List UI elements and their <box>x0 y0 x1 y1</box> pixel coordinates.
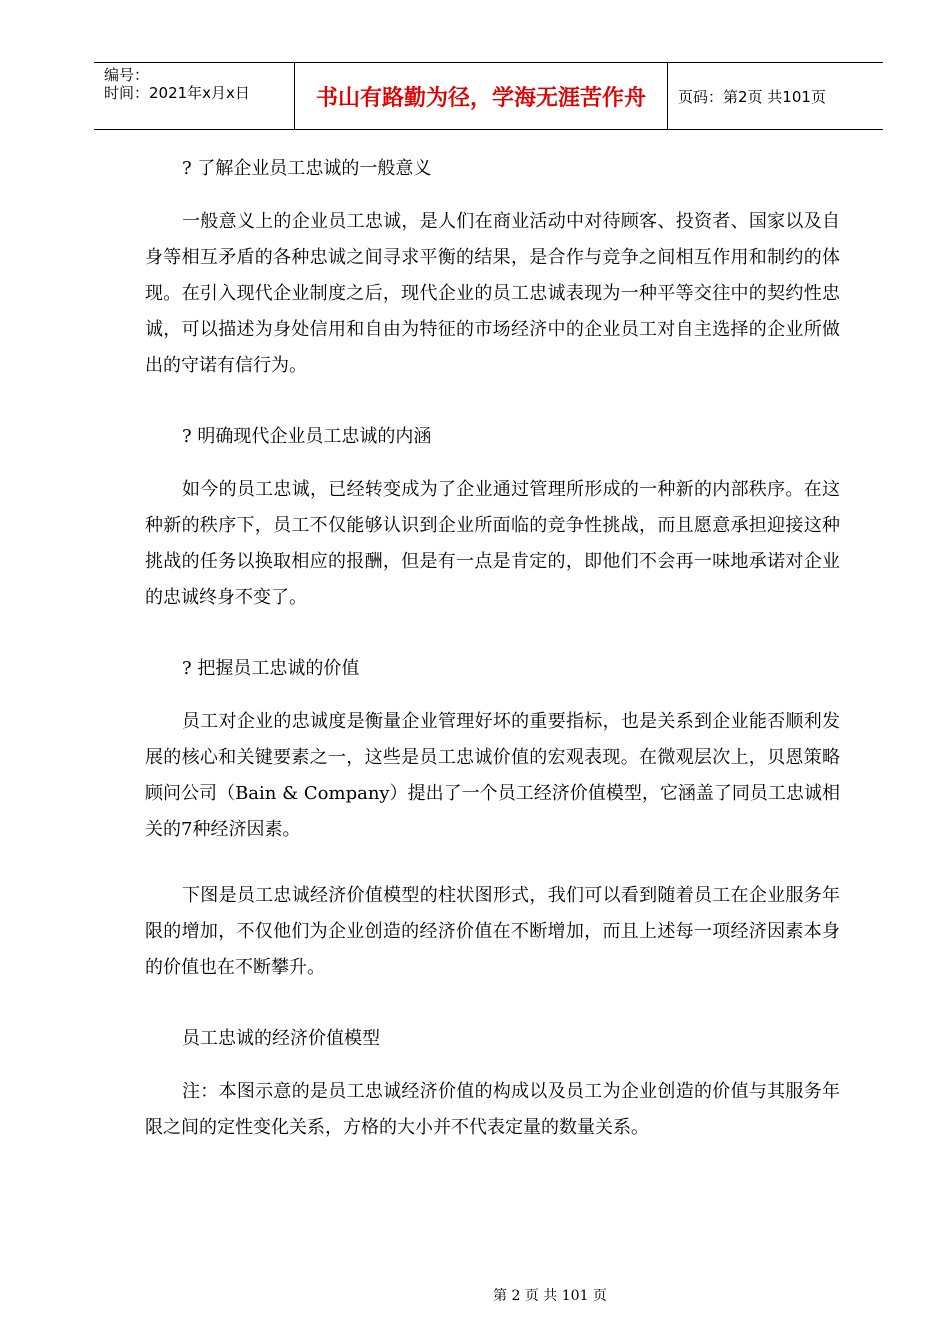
header-meta <box>94 63 295 129</box>
document-number-label: 编号： <box>104 66 150 84</box>
body-paragraph: 如今的员工忠诚，已经转变成为了企业通过管理所形成的一种新的内部秩序。在这种新的秩序下，员工不仅能够认识到企业所面临的竞争性挑战，而且愿意承担迎接这种挑战的任务以换取相应的报酬，但是有一点是肯定的，即他们不会再一味地承诺对企业的忠诚终身不变了。 <box>145 479 840 608</box>
page-footer: 第 2 页 共 101 页 <box>493 1288 607 1304</box>
figure-caption: 员工忠诚的经济价值模型 <box>182 1028 380 1049</box>
section-heading: ? 把握员工忠诚的价值 <box>182 658 360 679</box>
section-heading: ? 明确现代企业员工忠诚的内涵 <box>182 426 432 447</box>
page-header <box>94 62 883 130</box>
document-time-label: 时间：2021年x月x日 <box>104 84 250 102</box>
header-motto: 书山有路勤为径，学海无涯苦作舟 <box>295 63 668 129</box>
body-paragraph: 员工对企业的忠诚度是衡量企业管理好坏的重要指标，也是关系到企业能否顺利发展的核心和关键要素之一，这些是员工忠诚价值的宏观表现。在微观层次上，贝恩策略顾问公司（Bain & Company）提出了一个员工经济价值模型，它涵盖了同员工忠诚相关的7种经济因素。 <box>145 711 840 840</box>
body-paragraph: 下图是员工忠诚经济价值模型的柱状图形式，我们可以看到随着员工在企业服务年限的增加，不仅他们为企业创造的经济价值在不断增加，而且上述每一项经济因素本身的价值也在不断攀升。 <box>145 885 840 978</box>
figure-note: 注：本图示意的是员工忠诚经济价值的构成以及员工为企业创造的价值与其服务年限之间的定性变化关系，方格的大小并不代表定量的数量关系。 <box>145 1081 840 1138</box>
body-paragraph: 一般意义上的企业员工忠诚，是人们在商业活动中对待顾客、投资者、国家以及自身等相互矛盾的各种忠诚之间寻求平衡的结果，是合作与竞争之间相互作用和制约的体现。在引入现代企业制度之后，现代企业的员工忠诚表现为一种平等交往中的契约性忠诚，可以描述为身处信用和自由为特征的市场经济中的企业员工对自主选择的企业所做出的守诺有信行为。 <box>145 211 840 376</box>
header-page-info: 页码：第2页 共101页 <box>678 87 826 106</box>
section-heading: ? 了解企业员工忠诚的一般意义 <box>182 158 432 179</box>
document-body <box>145 146 840 1146</box>
